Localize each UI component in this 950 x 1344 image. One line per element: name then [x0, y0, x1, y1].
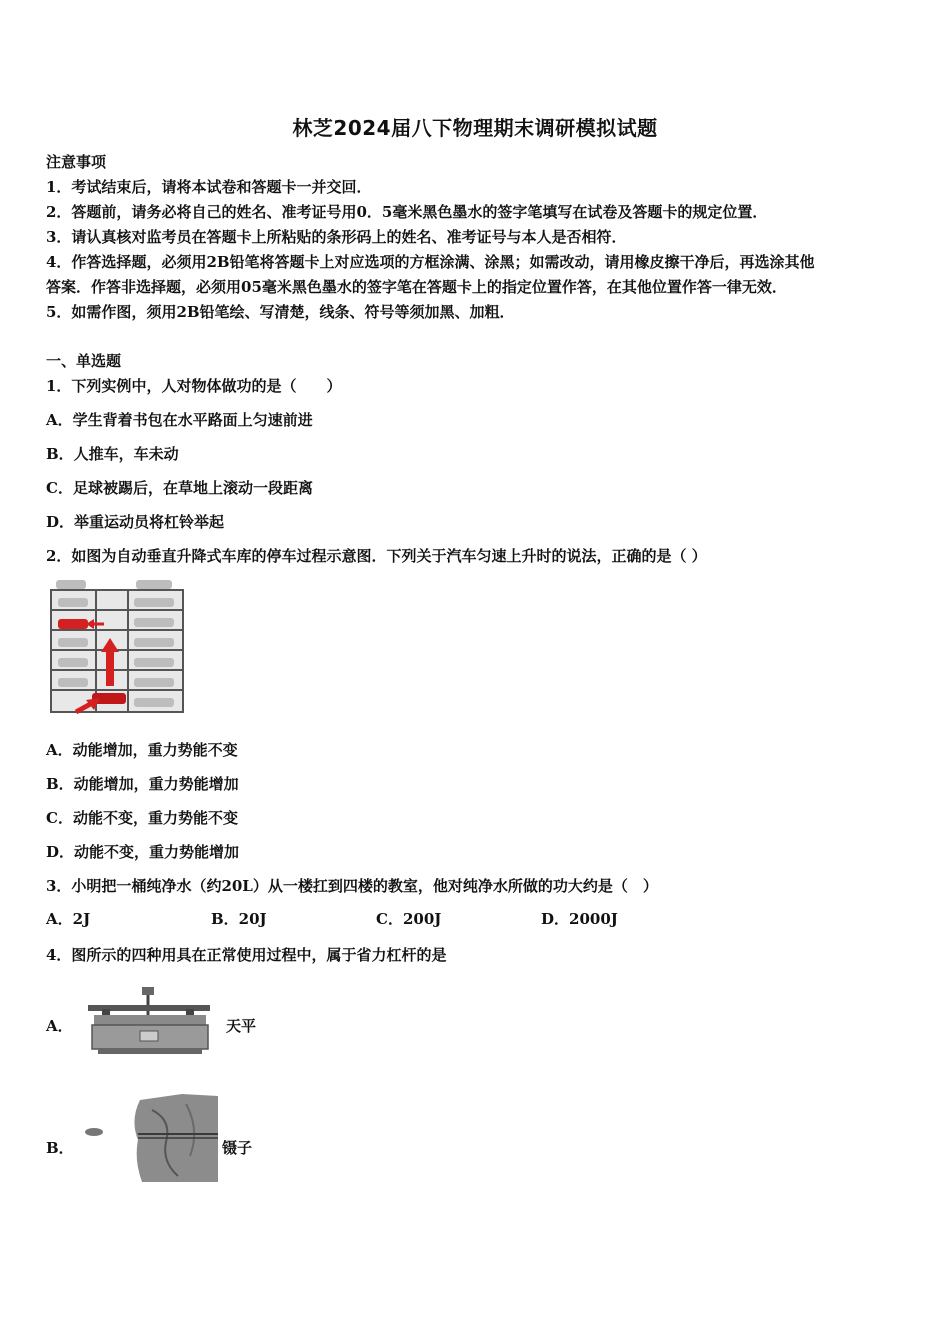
tweezers-figure [82, 1090, 222, 1185]
q4-option-a-label: 天平 [226, 1017, 257, 1035]
q4-option-a-letter: A． [46, 1017, 73, 1035]
q3-option-b: B．20J [211, 910, 267, 928]
q1-option-c: C．足球被踢后，在草地上滚动一段距离 [46, 479, 313, 497]
balance-scale-icon [84, 985, 214, 1057]
section-heading: 一、单选题 [46, 352, 122, 370]
q3-option-a: A．2J [46, 910, 91, 928]
q3-option-c: C．200J [376, 910, 442, 928]
q3-option-d: D．2000J [541, 910, 618, 928]
q4-option-b-label: 镊子 [222, 1139, 253, 1157]
q2-option-c: C．动能不变，重力势能不变 [46, 809, 238, 827]
question-3-stem: 3．小明把一桶纯净水（约20L）从一楼扛到四楼的教室，他对纯净水所做的功大约是（ ） [46, 877, 658, 895]
q4-option-b-letter: B． [46, 1139, 74, 1157]
garage-illustration [46, 578, 191, 718]
notice-item: 答案．作答非选择题，必须用05毫米黑色墨水的签字笔在答题卡上的指定位置作答，在其他位置作答一律无效． [46, 278, 787, 296]
question-2-stem: 2．如图为自动垂直升降式车库的停车过程示意图．下列关于汽车匀速上升时的说法，正确的是（ ） [46, 547, 707, 565]
notice-item: 4．作答选择题，必须用2B铅笔将答题卡上对应选项的方框涂满、涂黑；如需改动，请用橡皮擦干净后，再选涂其他 [46, 253, 815, 271]
q1-option-a: A．学生背着书包在水平路面上匀速前进 [46, 411, 313, 429]
notice-heading: 注意事项 [46, 153, 107, 171]
q2-option-d: D．动能不变，重力势能增加 [46, 843, 240, 861]
parking-garage-figure [46, 578, 191, 718]
question-1-stem: 1．下列实例中，人对物体做功的是（ ） [46, 377, 342, 395]
notice-item: 3．请认真核对监考员在答题卡上所粘贴的条形码上的姓名、准考证号与本人是否相符． [46, 228, 627, 246]
tweezers-hand-icon [82, 1090, 222, 1185]
q2-option-b: B．动能增加，重力势能增加 [46, 775, 239, 793]
q2-option-a: A．动能增加，重力势能不变 [46, 741, 238, 759]
q1-option-d: D．举重运动员将杠铃举起 [46, 513, 225, 531]
notice-item: 2．答题前，请务必将自己的姓名、准考证号用0．5毫米黑色墨水的签字笔填写在试卷及答题卡的规定位置． [46, 203, 768, 221]
page-title: 林芝2024届八下物理期末调研模拟试题 [292, 116, 658, 140]
notice-item: 5．如需作图，须用2B铅笔绘、写清楚，线条、符号等须加黑、加粗． [46, 303, 515, 321]
notice-item: 1．考试结束后，请将本试卷和答题卡一并交回． [46, 178, 372, 196]
question-4-stem: 4．图所示的四种用具在正常使用过程中，属于省力杠杆的是 [46, 946, 447, 964]
q1-option-b: B．人推车，车未动 [46, 445, 179, 463]
balance-scale-figure [84, 985, 214, 1057]
